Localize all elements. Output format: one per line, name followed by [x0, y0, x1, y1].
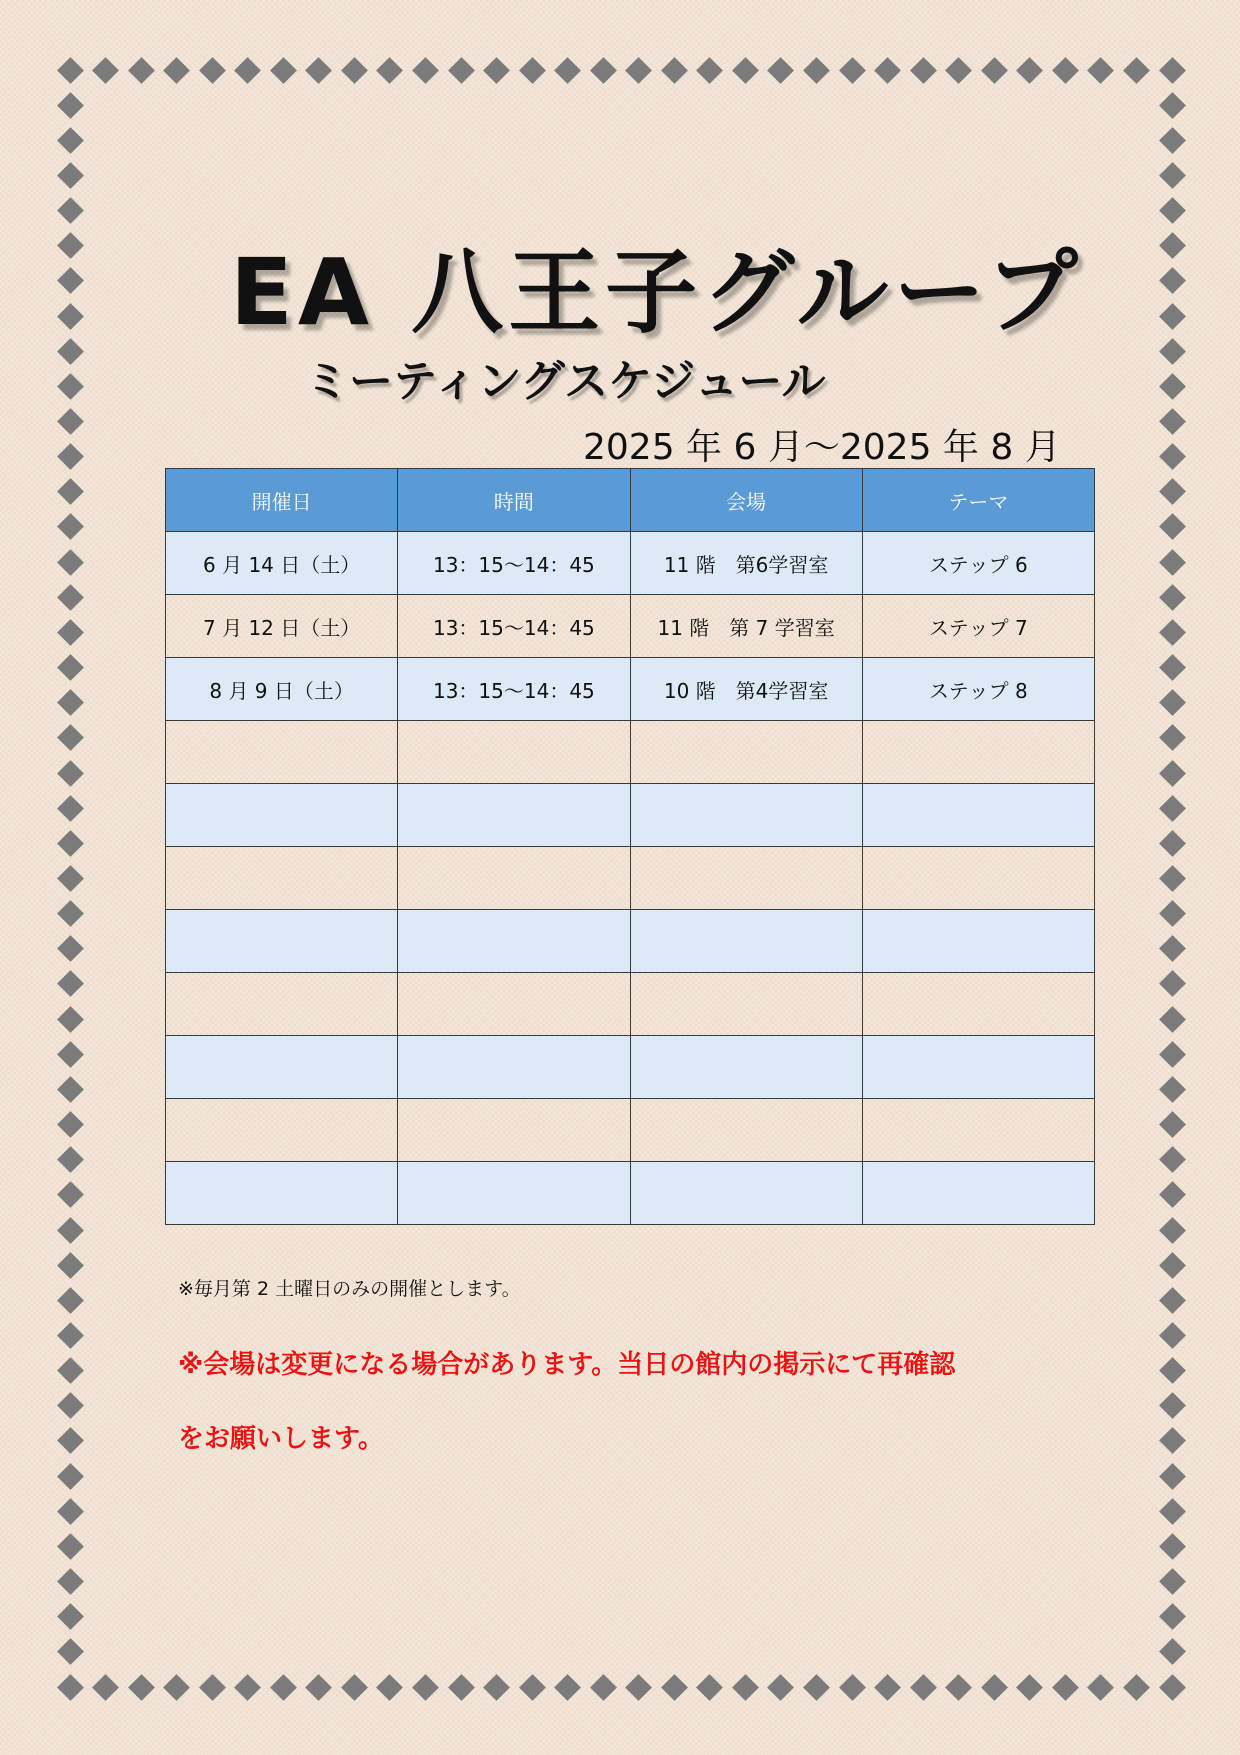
schedule-period: 2025 年 6 月～2025 年 8 月: [583, 427, 1061, 468]
cell-theme: [862, 910, 1094, 973]
diamond-icon: [57, 1533, 84, 1560]
table-row: [166, 1162, 1095, 1225]
diamond-icon: [696, 1674, 723, 1701]
diamond-icon: [590, 1674, 617, 1701]
diamond-icon: [1159, 197, 1186, 224]
diamond-icon: [57, 584, 84, 611]
diamond-icon: [1159, 1287, 1186, 1314]
diamond-icon: [1159, 1252, 1186, 1279]
diamond-icon: [1159, 267, 1186, 294]
table-row: [166, 910, 1095, 973]
diamond-icon: [57, 724, 84, 751]
diamond-icon: [1159, 478, 1186, 505]
diamond-icon: [1159, 865, 1186, 892]
diamond-icon: [57, 549, 84, 576]
diamond-icon: [1159, 303, 1186, 330]
venue-change-warning-continued: をお願いします。: [178, 1424, 384, 1454]
diamond-icon: [128, 1674, 155, 1701]
diamond-icon: [1159, 92, 1186, 119]
diamond-icon: [448, 1674, 475, 1701]
diamond-icon: [1159, 1357, 1186, 1384]
table-row: [166, 784, 1095, 847]
diamond-icon: [305, 57, 332, 84]
diamond-icon: [768, 1674, 795, 1701]
diamond-icon: [1159, 1392, 1186, 1419]
diamond-icon: [57, 408, 84, 435]
diamond-icon: [874, 57, 901, 84]
diamond-icon: [412, 1674, 439, 1701]
diamond-icon: [1052, 57, 1079, 84]
diamond-icon: [57, 232, 84, 259]
cell-venue: [630, 1162, 862, 1225]
diamond-icon: [57, 514, 84, 541]
diamond-icon: [270, 57, 297, 84]
diamond-icon: [1159, 1427, 1186, 1454]
page-title: EA 八王子グループ: [230, 239, 1083, 346]
header-venue: 会場: [630, 469, 862, 532]
diamond-icon: [1016, 1674, 1043, 1701]
diamond-icon: [234, 1674, 261, 1701]
diamond-icon: [625, 1674, 652, 1701]
diamond-icon: [57, 795, 84, 822]
diamond-icon: [732, 1674, 759, 1701]
diamond-icon: [57, 1674, 84, 1701]
diamond-icon: [57, 830, 84, 857]
cell-venue: 10 階 第4学習室: [630, 658, 862, 721]
diamond-icon: [625, 57, 652, 84]
cell-venue: [630, 721, 862, 784]
cell-venue: [630, 910, 862, 973]
diamond-icon: [945, 57, 972, 84]
diamond-icon: [483, 1674, 510, 1701]
diamond-icon: [57, 1498, 84, 1525]
diamond-icon: [1159, 514, 1186, 541]
diamond-icon: [1159, 57, 1186, 84]
cell-venue: [630, 973, 862, 1036]
cell-theme: [862, 847, 1094, 910]
cell-date: [166, 1036, 398, 1099]
cell-venue: [630, 784, 862, 847]
diamond-icon: [57, 865, 84, 892]
cell-time: 13：15～14：45: [398, 658, 630, 721]
diamond-icon: [57, 1603, 84, 1630]
cell-theme: ステップ 6: [862, 532, 1094, 595]
table-header-row: [166, 469, 1095, 532]
cell-date: [166, 1099, 398, 1162]
cell-date: 8 月 9 日（土）: [166, 658, 398, 721]
table-row: [166, 532, 1095, 595]
diamond-icon: [57, 1568, 84, 1595]
table-row: [166, 1099, 1095, 1162]
cell-venue: 11 階 第 7 学習室: [630, 595, 862, 658]
diamond-icon: [57, 1041, 84, 1068]
diamond-icon: [57, 1076, 84, 1103]
cell-time: [398, 721, 630, 784]
diamond-icon: [981, 57, 1008, 84]
header-theme: テーマ: [862, 469, 1094, 532]
diamond-icon: [92, 57, 119, 84]
diamond-icon: [1159, 1533, 1186, 1560]
table-row: [166, 847, 1095, 910]
diamond-icon: [57, 1463, 84, 1490]
cell-date: [166, 721, 398, 784]
diamond-icon: [305, 1674, 332, 1701]
diamond-icon: [412, 57, 439, 84]
cell-theme: [862, 721, 1094, 784]
diamond-icon: [57, 1322, 84, 1349]
cell-date: [166, 910, 398, 973]
diamond-icon: [1159, 338, 1186, 365]
diamond-icon: [57, 127, 84, 154]
diamond-icon: [341, 57, 368, 84]
diamond-icon: [57, 57, 84, 84]
diamond-icon: [803, 57, 830, 84]
diamond-icon: [57, 689, 84, 716]
diamond-icon: [57, 303, 84, 330]
diamond-icon: [1159, 443, 1186, 470]
table-row: [166, 595, 1095, 658]
diamond-icon: [1159, 127, 1186, 154]
diamond-icon: [910, 57, 937, 84]
diamond-icon: [839, 57, 866, 84]
diamond-icon: [57, 162, 84, 189]
diamond-icon: [57, 1181, 84, 1208]
diamond-icon: [57, 267, 84, 294]
meeting-schedule-table: [165, 468, 1095, 1225]
diamond-icon: [1159, 760, 1186, 787]
diamond-icon: [92, 1674, 119, 1701]
cell-time: [398, 1162, 630, 1225]
cell-date: [166, 1162, 398, 1225]
diamond-icon: [1159, 1638, 1186, 1665]
diamond-icon: [57, 1146, 84, 1173]
diamond-icon: [483, 57, 510, 84]
diamond-icon: [1159, 1568, 1186, 1595]
diamond-icon: [1159, 900, 1186, 927]
diamond-icon: [732, 57, 759, 84]
diamond-icon: [1159, 232, 1186, 259]
cell-time: 13：15～14：45: [398, 595, 630, 658]
cell-date: [166, 973, 398, 1036]
diamond-icon: [1159, 549, 1186, 576]
diamond-icon: [57, 760, 84, 787]
monthly-schedule-note: ※毎月第 2 土曜日のみの開催とします。: [178, 1278, 521, 1300]
diamond-icon: [128, 57, 155, 84]
cell-time: [398, 1036, 630, 1099]
diamond-icon: [1159, 408, 1186, 435]
cell-theme: [862, 784, 1094, 847]
cell-venue: 11 階 第6学習室: [630, 532, 862, 595]
diamond-icon: [1159, 1041, 1186, 1068]
diamond-icon: [554, 1674, 581, 1701]
venue-change-warning: ※会場は変更になる場合があります。当日の館内の掲示にて再確認: [178, 1350, 956, 1380]
diamond-icon: [1159, 1322, 1186, 1349]
diamond-icon: [1052, 1674, 1079, 1701]
diamond-icon: [163, 57, 190, 84]
diamond-icon: [199, 1674, 226, 1701]
cell-theme: [862, 1036, 1094, 1099]
diamond-icon: [803, 1674, 830, 1701]
diamond-icon: [1087, 1674, 1114, 1701]
cell-date: 6 月 14 日（土）: [166, 532, 398, 595]
cell-theme: [862, 1162, 1094, 1225]
diamond-icon: [1159, 1006, 1186, 1033]
header-date: 開催日: [166, 469, 398, 532]
diamond-icon: [270, 1674, 297, 1701]
cell-time: [398, 973, 630, 1036]
diamond-icon: [57, 1357, 84, 1384]
cell-theme: [862, 1099, 1094, 1162]
table-row: [166, 1036, 1095, 1099]
diamond-icon: [57, 900, 84, 927]
diamond-icon: [1159, 689, 1186, 716]
diamond-icon: [696, 57, 723, 84]
diamond-icon: [590, 57, 617, 84]
diamond-icon: [341, 1674, 368, 1701]
diamond-icon: [57, 92, 84, 119]
diamond-icon: [199, 57, 226, 84]
header-time: 時間: [398, 469, 630, 532]
cell-venue: [630, 1099, 862, 1162]
diamond-icon: [57, 1252, 84, 1279]
diamond-icon: [1159, 654, 1186, 681]
diamond-icon: [839, 1674, 866, 1701]
diamond-icon: [1159, 584, 1186, 611]
diamond-icon: [57, 1638, 84, 1665]
diamond-icon: [1159, 971, 1186, 998]
diamond-icon: [57, 1427, 84, 1454]
diamond-icon: [163, 1674, 190, 1701]
diamond-icon: [945, 1674, 972, 1701]
cell-theme: [862, 973, 1094, 1036]
diamond-icon: [1159, 724, 1186, 751]
diamond-icon: [1159, 1111, 1186, 1138]
diamond-icon: [57, 1006, 84, 1033]
cell-time: [398, 847, 630, 910]
diamond-icon: [57, 935, 84, 962]
diamond-icon: [874, 1674, 901, 1701]
cell-theme: ステップ 8: [862, 658, 1094, 721]
diamond-icon: [57, 1217, 84, 1244]
diamond-icon: [57, 197, 84, 224]
diamond-icon: [768, 57, 795, 84]
diamond-icon: [1159, 1146, 1186, 1173]
diamond-icon: [376, 57, 403, 84]
diamond-icon: [554, 57, 581, 84]
diamond-icon: [57, 654, 84, 681]
diamond-icon: [1159, 619, 1186, 646]
table-row: [166, 721, 1095, 784]
cell-theme: ステップ 7: [862, 595, 1094, 658]
diamond-icon: [1159, 1498, 1186, 1525]
diamond-icon: [1159, 935, 1186, 962]
diamond-icon: [661, 1674, 688, 1701]
diamond-icon: [1159, 1181, 1186, 1208]
diamond-icon: [1159, 830, 1186, 857]
diamond-icon: [1159, 795, 1186, 822]
cell-time: [398, 910, 630, 973]
diamond-icon: [57, 338, 84, 365]
diamond-icon: [519, 57, 546, 84]
diamond-icon: [1159, 1463, 1186, 1490]
diamond-icon: [910, 1674, 937, 1701]
diamond-icon: [57, 443, 84, 470]
diamond-icon: [57, 971, 84, 998]
diamond-icon: [981, 1674, 1008, 1701]
table-row: [166, 973, 1095, 1036]
page-subtitle: ミーティングスケジュール: [305, 356, 826, 407]
diamond-icon: [1016, 57, 1043, 84]
diamond-icon: [57, 1111, 84, 1138]
cell-date: [166, 784, 398, 847]
diamond-icon: [519, 1674, 546, 1701]
diamond-icon: [1159, 373, 1186, 400]
cell-time: [398, 784, 630, 847]
table-row: [166, 658, 1095, 721]
diamond-icon: [57, 1287, 84, 1314]
cell-time: 13：15～14：45: [398, 532, 630, 595]
diamond-icon: [661, 57, 688, 84]
diamond-icon: [1159, 1603, 1186, 1630]
diamond-icon: [376, 1674, 403, 1701]
cell-venue: [630, 847, 862, 910]
diamond-icon: [1159, 1217, 1186, 1244]
diamond-icon: [1159, 1076, 1186, 1103]
diamond-icon: [1159, 1674, 1186, 1701]
cell-date: 7 月 12 日（土）: [166, 595, 398, 658]
diamond-icon: [57, 478, 84, 505]
cell-venue: [630, 1036, 862, 1099]
diamond-icon: [448, 57, 475, 84]
diamond-icon: [1159, 162, 1186, 189]
diamond-icon: [57, 1392, 84, 1419]
diamond-icon: [57, 619, 84, 646]
diamond-icon: [1123, 57, 1150, 84]
diamond-icon: [1087, 57, 1114, 84]
cell-time: [398, 1099, 630, 1162]
diamond-icon: [1123, 1674, 1150, 1701]
cell-date: [166, 847, 398, 910]
diamond-icon: [234, 57, 261, 84]
diamond-icon: [57, 373, 84, 400]
